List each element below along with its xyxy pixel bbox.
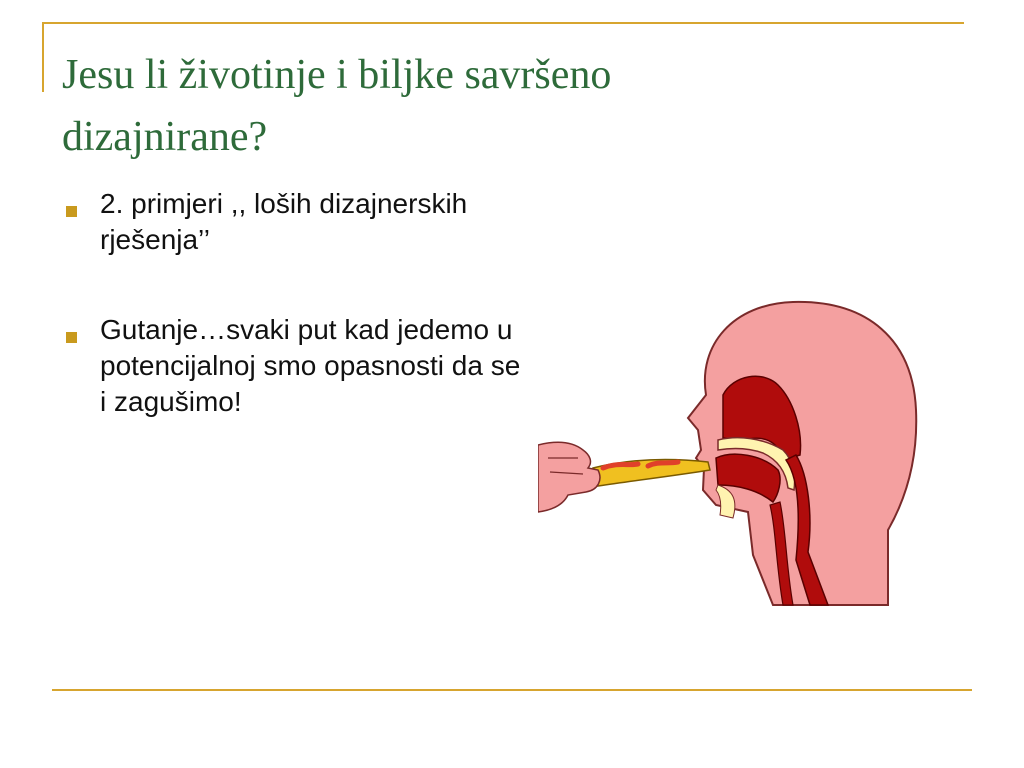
bullet-list — [62, 186, 522, 474]
square-bullet-icon — [66, 332, 77, 343]
bottom-accent-line — [52, 689, 972, 691]
bullet-text-2: Gutanje…svaki put kad jedemo u potencijalnoj smo opasnosti da se i zagušimo! — [100, 314, 521, 417]
left-accent-line — [42, 22, 44, 92]
bullet-item-1 — [62, 186, 522, 258]
slide-title: Jesu li životinje i biljke savršeno dizajnirane? — [62, 52, 612, 160]
head-swallowing-food-cross-section-icon — [538, 290, 928, 610]
bullet-item-2 — [62, 312, 522, 420]
bullet-text-1: 2. primjeri ,, loših dizajnerskih rješenja’’ — [100, 188, 468, 255]
square-bullet-icon — [66, 206, 77, 217]
top-accent-line — [42, 22, 964, 24]
